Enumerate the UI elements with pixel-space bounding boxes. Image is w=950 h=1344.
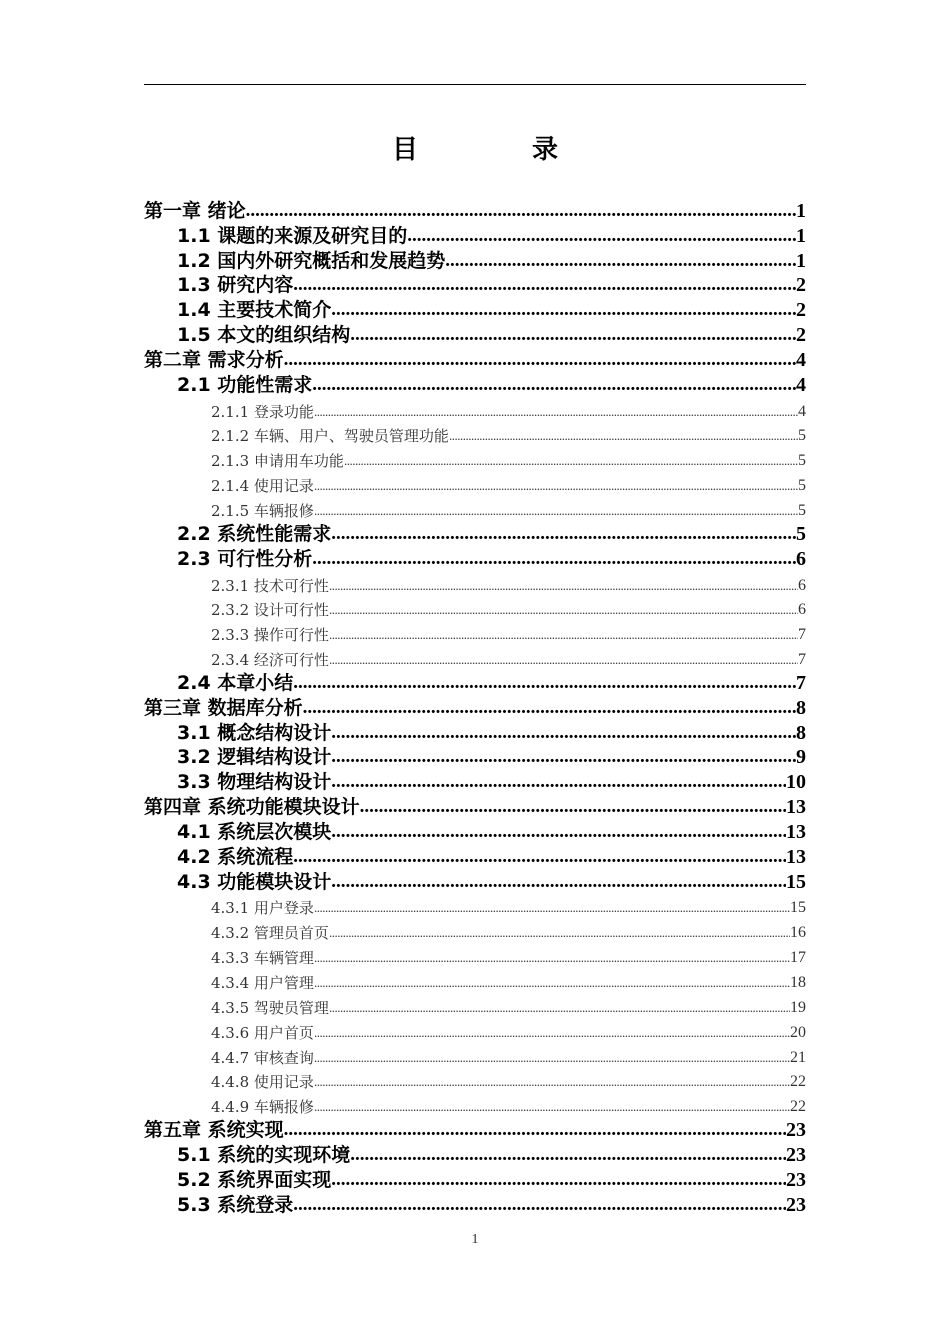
toc-entry[interactable] <box>177 521 806 546</box>
toc-entry-page: 8 <box>796 721 806 744</box>
toc-entry-label: 2.1.5 车辆报修 <box>211 501 314 520</box>
toc-entry[interactable] <box>177 745 806 770</box>
toc-entry-label: 1.2 国内外研究概括和发展趋势 <box>177 249 446 272</box>
dot-leader <box>331 523 796 546</box>
toc-entry[interactable] <box>177 844 806 869</box>
dot-leader <box>331 722 796 745</box>
toc-entry-label: 4.3.2 管理员首页 <box>211 924 329 943</box>
dot-leader <box>331 299 796 322</box>
toc-entry-page: 5 <box>798 452 806 470</box>
toc-entry-label: 3.3 物理结构设计 <box>177 771 332 794</box>
toc-entry-page: 5 <box>796 522 806 545</box>
toc-entry-label: 5.3 系统登录 <box>177 1193 294 1216</box>
toc-entry-page: 1 <box>796 249 806 272</box>
toc-entry-page: 16 <box>790 924 806 942</box>
dot-leader <box>303 697 796 720</box>
toc-entry-page: 2 <box>796 324 806 347</box>
dot-leader <box>293 846 786 869</box>
toc-entry-label: 2.2 系统性能需求 <box>177 522 332 545</box>
toc-entry-label: 4.3.5 驾驶员管理 <box>211 998 329 1017</box>
toc-entry-label: 第三章 数据库分析 <box>144 696 303 719</box>
toc-entry[interactable] <box>177 769 806 794</box>
toc-entry-label: 5.1 系统的实现环境 <box>177 1143 351 1166</box>
toc-entry-label: 2.3.3 操作可行性 <box>211 626 329 645</box>
dot-leader <box>331 1169 786 1192</box>
toc-entry-page: 6 <box>796 547 806 570</box>
toc-entry-label: 4.3.4 用户管理 <box>211 974 314 992</box>
toc-entry-page: 21 <box>790 1048 806 1066</box>
toc-entry[interactable] <box>177 372 806 397</box>
toc-entry-label: 4.3.6 用户首页 <box>211 1023 314 1042</box>
toc-entry[interactable] <box>177 1192 806 1217</box>
toc-entry[interactable] <box>177 248 806 273</box>
toc-entry-page: 2 <box>796 274 806 297</box>
toc-entry-page: 15 <box>790 899 806 917</box>
dot-leader <box>331 821 786 844</box>
dot-leader <box>329 924 790 943</box>
toc-entry-page: 4 <box>796 373 806 396</box>
toc-entry-page: 9 <box>796 746 806 769</box>
toc-entry-label: 第四章 系统功能模块设计 <box>144 796 360 819</box>
toc-entry-label: 2.4 本章小结 <box>177 671 294 694</box>
toc-entry-page: 22 <box>790 1073 806 1091</box>
dot-leader <box>407 225 796 248</box>
toc-entry-label: 4.4.9 车辆报修 <box>211 1098 314 1117</box>
toc-entry[interactable] <box>211 1043 806 1068</box>
toc-entry[interactable] <box>211 894 806 919</box>
toc-entry-label: 第五章 系统实现 <box>144 1119 284 1142</box>
toc-entry-label: 3.2 逻辑结构设计 <box>177 746 332 769</box>
toc-entry[interactable] <box>211 422 806 447</box>
toc-entry-label: 1.1 课题的来源及研究目的 <box>177 224 408 247</box>
toc-entry[interactable] <box>144 1117 806 1142</box>
toc-entry-label: 4.3 功能模块设计 <box>177 870 332 893</box>
toc-entry[interactable] <box>177 869 806 894</box>
header-rule <box>144 84 806 85</box>
toc-entry[interactable] <box>211 1068 806 1093</box>
dot-leader <box>329 577 798 596</box>
dot-leader <box>312 548 796 571</box>
toc-entry-label: 4.2 系统流程 <box>177 845 294 868</box>
toc-entry[interactable] <box>144 198 806 223</box>
dot-leader <box>350 1144 786 1167</box>
toc-entry[interactable] <box>144 794 806 819</box>
dot-leader <box>331 746 796 769</box>
dot-leader <box>329 651 798 670</box>
dot-leader <box>449 427 798 446</box>
toc-entry-label: 2.1.4 使用记录 <box>211 477 314 496</box>
toc-entry-page: 23 <box>786 1119 806 1142</box>
toc-entry-label: 2.3.1 技术可行性 <box>211 576 329 595</box>
dot-leader <box>314 477 798 496</box>
toc-entry[interactable] <box>211 620 806 645</box>
toc-entry-page: 1 <box>796 224 806 247</box>
dot-leader <box>314 1073 790 1092</box>
dot-leader <box>314 899 790 918</box>
toc-entry[interactable] <box>211 1018 806 1043</box>
toc-entry-label: 1.4 主要技术简介 <box>177 299 332 322</box>
toc-entry[interactable] <box>177 1142 806 1167</box>
toc-entry[interactable] <box>211 496 806 521</box>
toc-entry-label: 1.5 本文的组织结构 <box>177 324 351 347</box>
toc-entry-label: 第二章 需求分析 <box>144 348 284 371</box>
toc-entry-page: 4 <box>798 402 806 420</box>
toc-entry-label: 第一章 绪论 <box>144 199 246 222</box>
toc-entry[interactable] <box>211 571 806 596</box>
toc-entry[interactable] <box>211 471 806 496</box>
toc-entry[interactable] <box>177 546 806 571</box>
toc-entry-label: 1.3 研究内容 <box>177 274 294 297</box>
toc-entry[interactable] <box>177 1167 806 1192</box>
dot-leader <box>293 274 796 297</box>
toc-entry-page: 2 <box>796 299 806 322</box>
toc-entry-page: 15 <box>786 870 806 893</box>
dot-leader <box>350 324 796 347</box>
dot-leader <box>246 200 796 223</box>
toc-entry[interactable] <box>144 695 806 720</box>
dot-leader <box>312 374 796 397</box>
toc-entry-label: 4.4.7 审核查询 <box>211 1048 314 1067</box>
dot-leader <box>331 871 786 894</box>
toc-entry-label: 2.3.4 经济可行性 <box>211 651 329 670</box>
dot-leader <box>314 974 790 993</box>
dot-leader <box>314 949 790 968</box>
dot-leader <box>445 250 796 273</box>
dot-leader <box>329 999 790 1018</box>
toc-entry[interactable] <box>211 1092 806 1117</box>
toc-entry-page: 23 <box>786 1193 806 1216</box>
toc-entry-page: 7 <box>798 626 806 644</box>
toc-entry[interactable] <box>211 993 806 1018</box>
toc-entry[interactable] <box>177 720 806 745</box>
dot-leader <box>331 771 786 794</box>
toc-entry-page: 23 <box>786 1168 806 1191</box>
toc-entry[interactable] <box>177 322 806 347</box>
toc-entry-label: 4.4.8 使用记录 <box>211 1073 314 1092</box>
dot-leader <box>293 1194 786 1217</box>
toc-entry-page: 8 <box>796 696 806 719</box>
toc-entry-label: 2.1.3 申请用车功能 <box>211 452 344 471</box>
toc-entry-page: 7 <box>796 671 806 694</box>
toc-entry[interactable] <box>211 446 806 471</box>
toc-entry[interactable] <box>177 273 806 298</box>
toc-entry-label: 2.1 功能性需求 <box>177 373 313 396</box>
toc-entry-page: 17 <box>790 949 806 967</box>
toc-entry-page: 6 <box>798 576 806 594</box>
toc-entry-label: 4.3.3 车辆管理 <box>211 949 314 968</box>
dot-leader <box>314 403 798 422</box>
toc-entry[interactable] <box>211 918 806 943</box>
toc-entry[interactable] <box>144 347 806 372</box>
dot-leader <box>314 1049 790 1068</box>
toc-entry-page: 5 <box>798 427 806 445</box>
dot-leader <box>329 626 798 645</box>
dot-leader <box>360 796 786 819</box>
toc-entry-page: 5 <box>798 477 806 495</box>
toc-entry-label: 2.1.2 车辆、用户、驾驶员管理功能 <box>211 427 449 446</box>
toc-entry-page: 23 <box>786 1143 806 1166</box>
toc-entry[interactable] <box>211 968 806 993</box>
toc-entry-page: 13 <box>786 820 806 843</box>
table-of-contents <box>0 198 950 1217</box>
toc-entry-label: 4.1 系统层次模块 <box>177 820 332 843</box>
toc-entry[interactable] <box>211 943 806 968</box>
toc-entry-page: 4 <box>796 348 806 371</box>
dot-leader <box>284 349 796 372</box>
toc-entry-page: 1 <box>796 199 806 222</box>
toc-entry-page: 13 <box>786 845 806 868</box>
toc-entry-label: 2.3.2 设计可行性 <box>211 601 329 620</box>
dot-leader <box>314 1098 790 1117</box>
toc-entry-page: 22 <box>790 1098 806 1116</box>
toc-entry-page: 13 <box>786 796 806 819</box>
toc-entry-label: 4.3.1 用户登录 <box>211 899 314 918</box>
toc-entry-label: 3.1 概念结构设计 <box>177 721 332 744</box>
dot-leader <box>329 601 798 620</box>
page-number: 1 <box>471 1232 479 1247</box>
toc-entry[interactable] <box>177 670 806 695</box>
toc-entry[interactable] <box>177 297 806 322</box>
toc-entry-page: 18 <box>790 974 806 991</box>
toc-entry-label: 2.1.1 登录功能 <box>211 402 314 421</box>
toc-entry-label: 2.3 可行性分析 <box>177 547 313 570</box>
toc-title: 目 录 <box>391 135 602 165</box>
toc-entry-page: 10 <box>786 771 806 794</box>
dot-leader <box>344 452 798 471</box>
toc-entry[interactable] <box>211 397 806 422</box>
toc-entry[interactable] <box>211 645 806 670</box>
toc-entry-page: 6 <box>798 601 806 619</box>
toc-entry[interactable] <box>177 223 806 248</box>
dot-leader <box>284 1119 786 1142</box>
dot-leader <box>293 672 796 695</box>
dot-leader <box>314 502 798 521</box>
toc-entry-page: 5 <box>798 501 806 519</box>
toc-entry-page: 20 <box>790 1023 806 1041</box>
toc-entry[interactable] <box>211 596 806 621</box>
toc-entry-page: 19 <box>790 998 806 1016</box>
toc-entry[interactable] <box>177 819 806 844</box>
toc-entry-label: 5.2 系统界面实现 <box>177 1168 332 1191</box>
toc-entry-page: 7 <box>798 651 806 669</box>
dot-leader <box>314 1024 790 1043</box>
